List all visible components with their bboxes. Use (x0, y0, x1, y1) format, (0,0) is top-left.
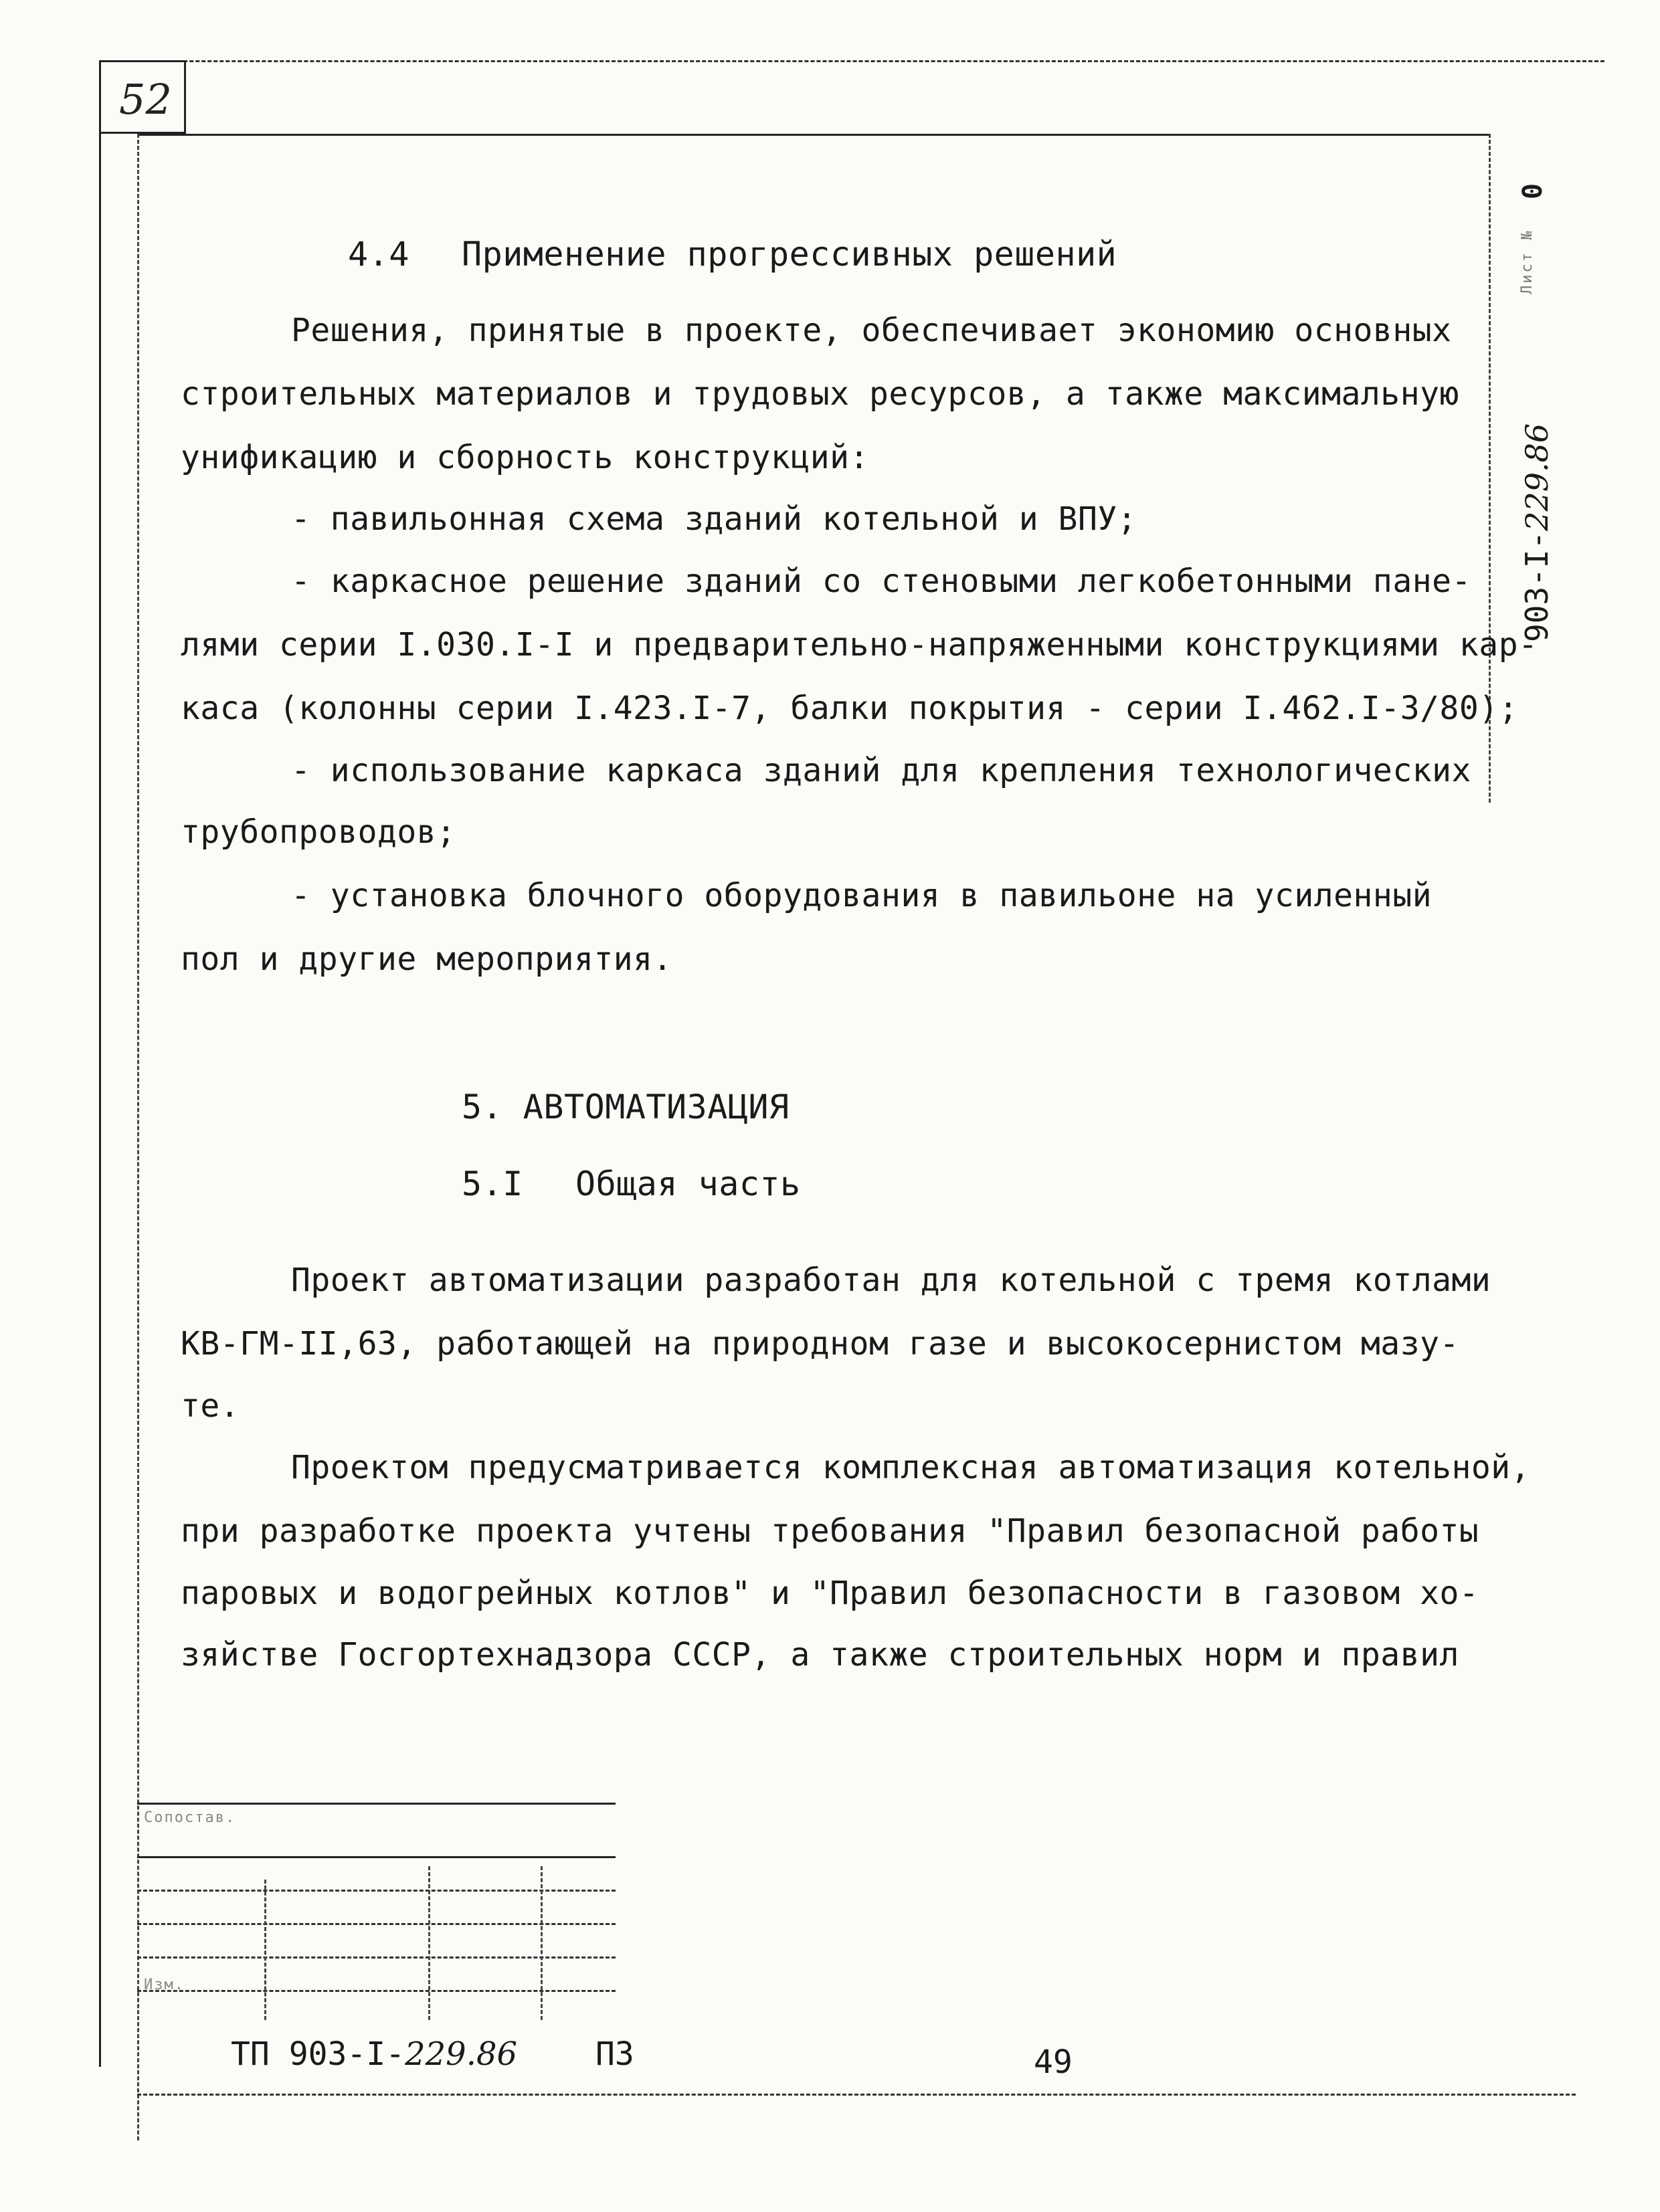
list-item: - павильонная схема зданий котельной и ВПУ; (291, 500, 1137, 538)
paragraph-line: те. (181, 1387, 240, 1425)
list-item-continuation: каса (колонны серии I.423.I-7, балки покрытия - серии I.462.I-3/80); (181, 690, 1519, 727)
footer-document-code (231, 2035, 517, 2073)
paragraph-line: строительных материалов и трудовых ресурсов, а также максимальную (181, 375, 1459, 413)
paragraph-line: КВ-ГМ-II,63, работающей на природном газе и высокосернистом мазу- (181, 1325, 1459, 1363)
stamp-label-top: Сопостав. (144, 1809, 236, 1826)
side-code-prefix: 903-I- (1519, 530, 1555, 642)
footer-code-prefix: ТП 903-I- (231, 2035, 405, 2073)
stamp-label-bottom: Изм. (144, 1977, 185, 1993)
paragraph-line: при разработке проекта учтены требования "Правил безопасной работы (181, 1512, 1479, 1550)
top-border-line (99, 60, 1604, 62)
side-code-handwritten: 229.86 (1519, 423, 1555, 531)
list-item-continuation: пол и другие мероприятия. (181, 940, 672, 978)
paragraph-line: зяйстве Госгортехнадзора СССР, а также строительных норм и правил (181, 1636, 1459, 1674)
section-4-4-number: 4.4 (348, 235, 409, 274)
paragraph-line: Решения, принятые в проекте, обеспечивает экономию основных (291, 312, 1452, 349)
paragraph-line: унификацию и сборность конструкций: (181, 439, 869, 476)
stamp-line (137, 1890, 616, 1892)
section-5-1-title: Общая часть (575, 1165, 801, 1203)
list-item: - использование каркаса зданий для крепления технологических (291, 752, 1471, 789)
list-item: - каркасное решение зданий со стеновыми легкобетонными пане- (291, 563, 1471, 600)
side-stamp-zero: 0 (1517, 183, 1548, 199)
side-stamp-faint: Лист № (1519, 229, 1536, 294)
paragraph-line: паровых и водогрейных котлов" и "Правил безопасности в газовом хо- (181, 1575, 1479, 1612)
list-item-continuation: трубопроводов; (181, 813, 456, 851)
footer-doc-type: ПЗ (595, 2035, 634, 2073)
stamp-line (137, 1923, 616, 1925)
stamp-line (137, 1956, 616, 1958)
stamp-column-divider (264, 1880, 266, 2020)
section-5-1-number: 5.I (462, 1165, 523, 1203)
stamp-line (137, 1856, 616, 1858)
footer-code-handwritten: 229.86 (405, 2035, 518, 2073)
paragraph-line: Проект автоматизации разработан для котельной с тремя котлами (291, 1262, 1491, 1299)
list-item-continuation: лями серии I.030.I-I и предварительно-напряженными конструкциями кар- (181, 626, 1538, 664)
footer-page-number: 49 (1034, 2043, 1073, 2081)
inner-top-border (137, 134, 1489, 136)
section-4-4-title: Применение прогрессивных решений (462, 235, 1117, 274)
list-item: - установка блочного оборудования в павильоне на усиленный (291, 877, 1433, 914)
bottom-border-line (137, 2094, 1576, 2096)
stamp-top-line (137, 1803, 616, 1805)
stamp-column-divider (541, 1866, 543, 2020)
left-outer-border (99, 60, 101, 2067)
side-document-code (1519, 423, 1555, 642)
left-inner-border (137, 134, 139, 2140)
paragraph-line: Проектом предусматривается комплексная автоматизация котельной, (291, 1449, 1531, 1486)
stamp-line (137, 1990, 616, 1992)
section-5-heading: 5. АВТОМАТИЗАЦИЯ (462, 1088, 790, 1126)
page-number-handwritten: 52 (119, 75, 172, 124)
stamp-column-divider (428, 1866, 430, 2020)
